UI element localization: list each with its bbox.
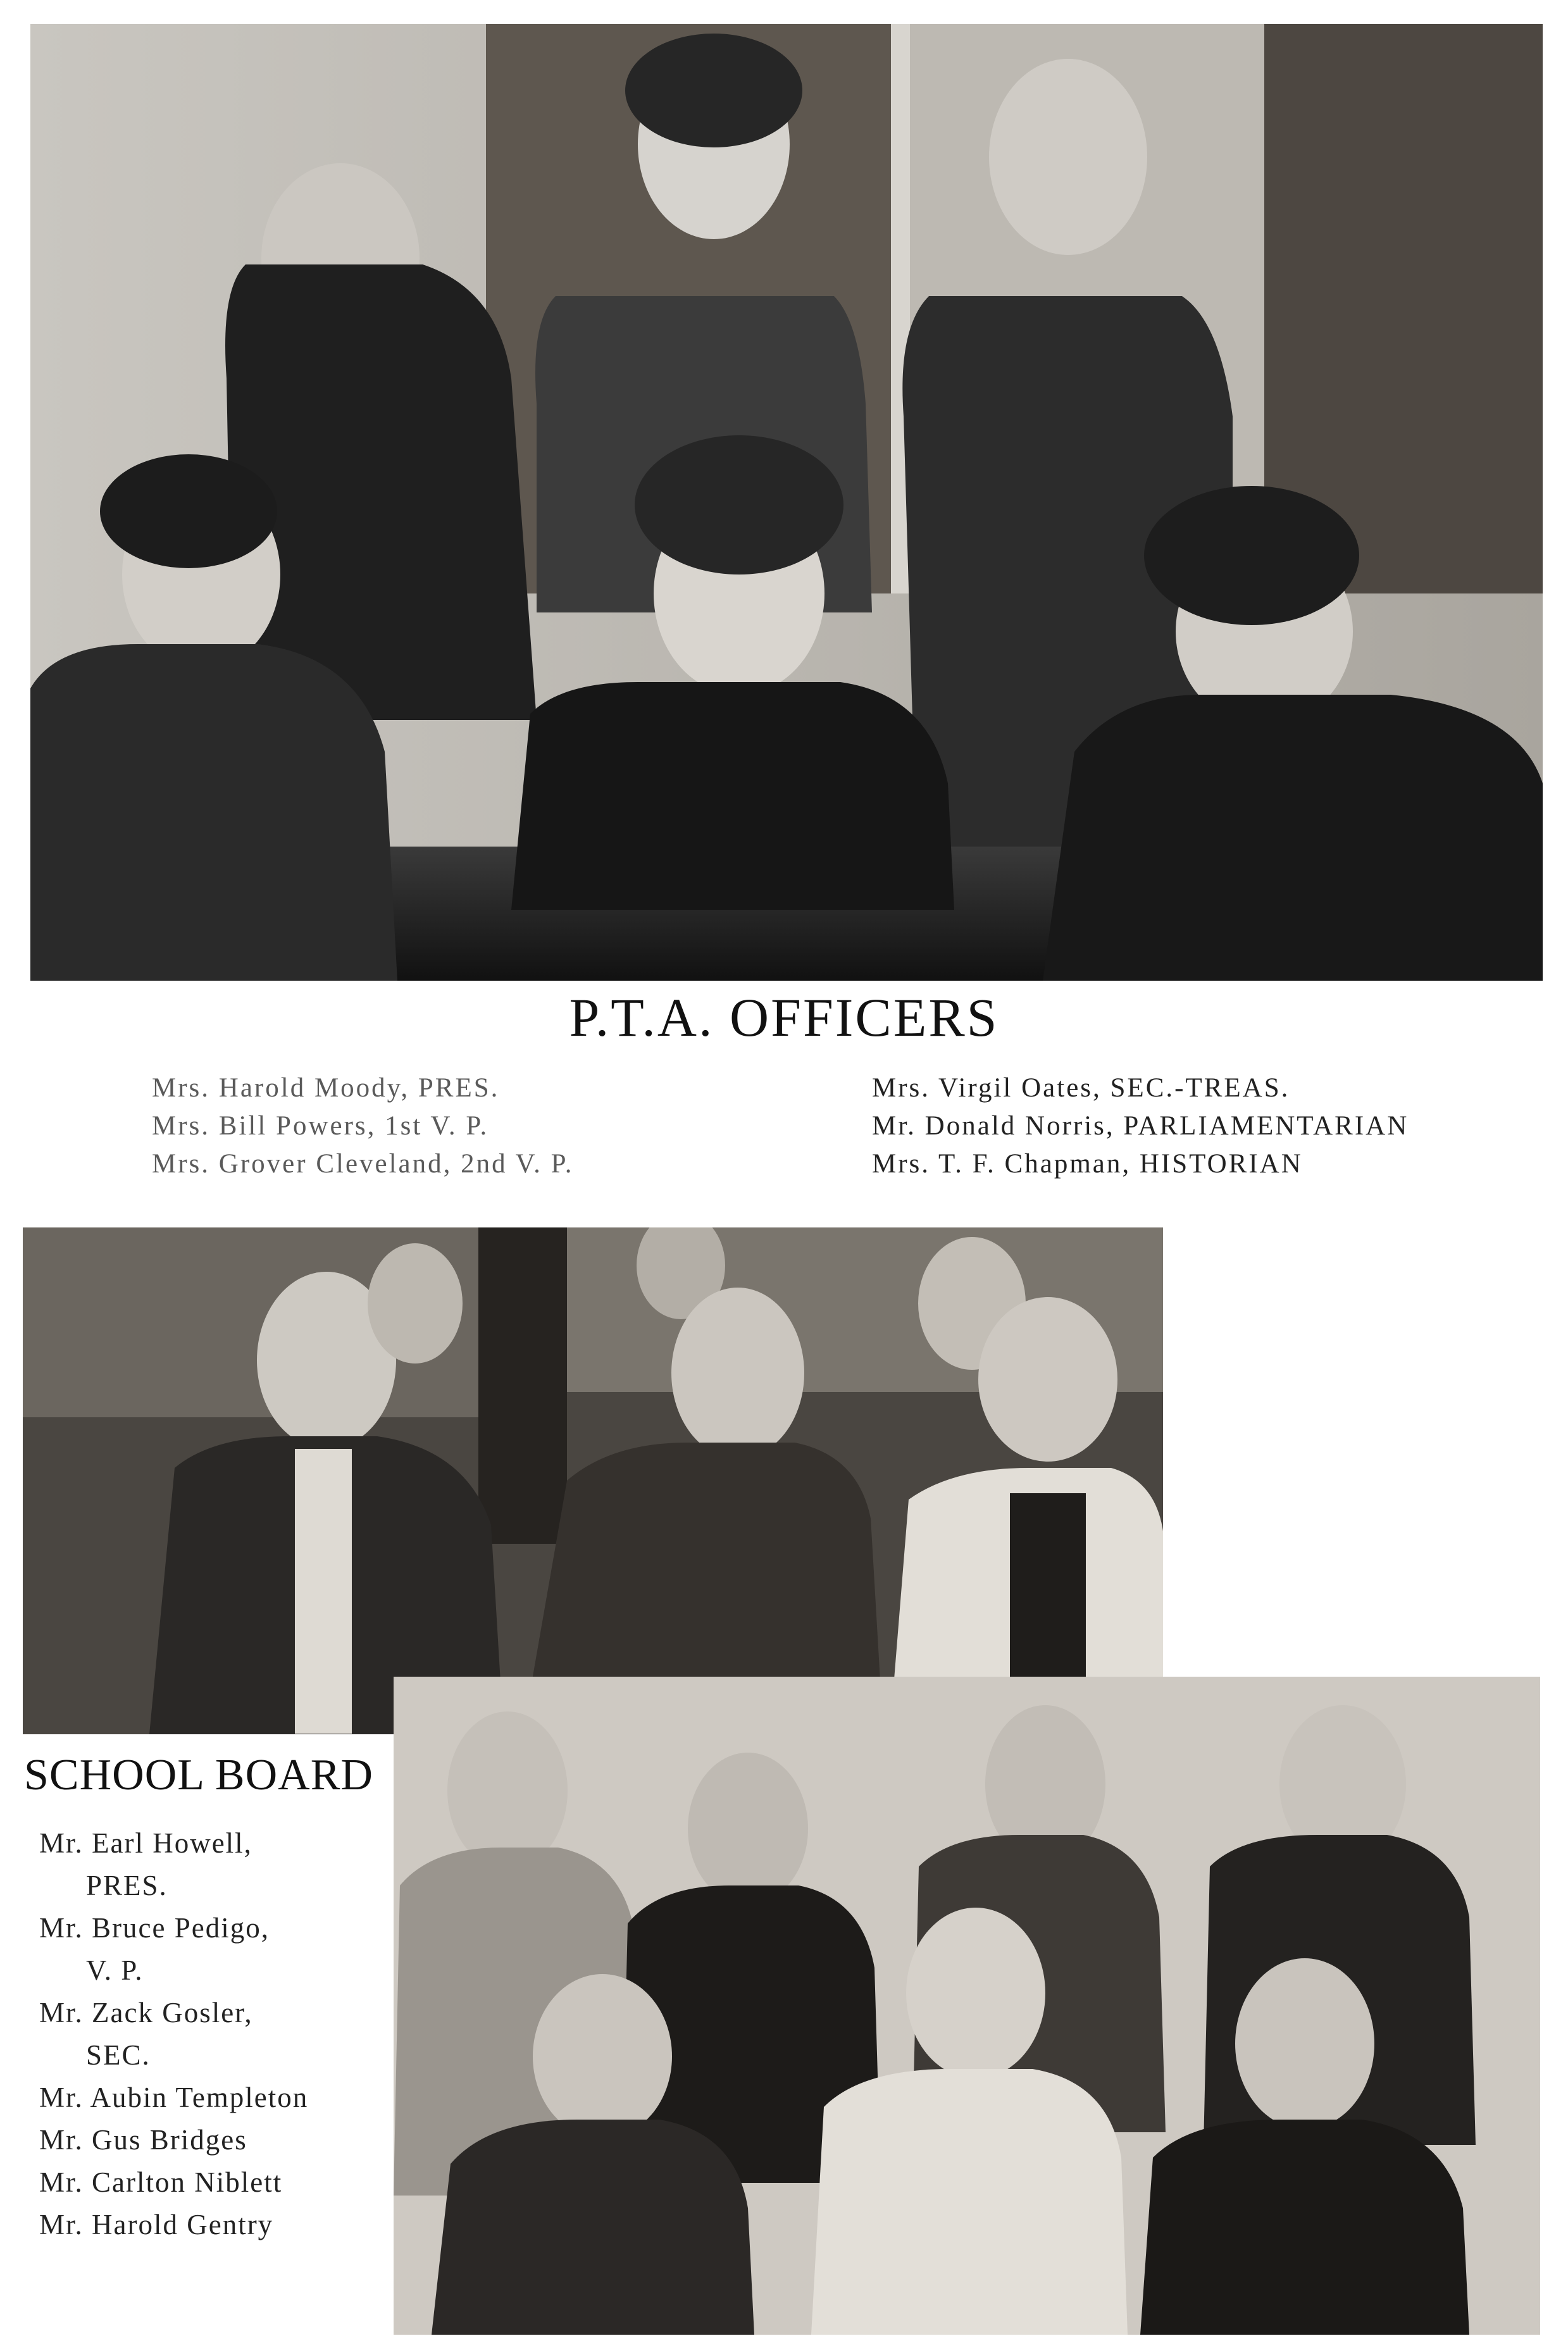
pta-officers-photo — [30, 24, 1543, 981]
pta-officers-list-left — [152, 1069, 574, 1183]
school-board-photo-seated — [23, 1227, 1163, 1734]
board-member-entry: Mr. Gus Bridges — [39, 2124, 247, 2156]
pta-officer-entry: Mrs. Harold Moody, PRES. — [152, 1073, 500, 1103]
school-board-heading: SCHOOL BOARD — [24, 1751, 373, 1799]
pta-officer-entry: Mrs. T. F. Chapman, HISTORIAN — [872, 1149, 1303, 1179]
board-photo-2-drawing — [394, 1677, 1540, 2335]
board-member-entry: Mr. Harold Gentry — [39, 2209, 274, 2240]
board-member-entry: Mr. Aubin Templeton — [39, 2082, 309, 2113]
pta-officer-entry: Mrs. Virgil Oates, SEC.-TREAS. — [872, 1073, 1290, 1103]
board-member-entry: Mr. Bruce Pedigo, — [39, 1912, 270, 1944]
board-member-entry: Mr. Earl Howell, — [39, 1827, 252, 1859]
pta-officer-entry: Mrs. Grover Cleveland, 2nd V. P. — [152, 1149, 574, 1179]
pta-officers-heading: P.T.A. OFFICERS — [569, 987, 999, 1048]
board-photo-1-drawing — [23, 1227, 1163, 1734]
board-member-entry: Mr. Carlton Niblett — [39, 2166, 283, 2198]
school-board-list — [39, 1822, 308, 2246]
pta-officer-entry: Mrs. Bill Powers, 1st V. P. — [152, 1111, 489, 1141]
board-member-title: SEC. — [86, 2039, 151, 2071]
board-member-entry: Mr. Zack Gosler, — [39, 1997, 253, 2028]
board-member-title: V. P. — [86, 1954, 144, 1986]
pta-officers-list-right — [872, 1069, 1409, 1183]
pta-photo-drawing — [30, 24, 1543, 981]
pta-officer-entry: Mr. Donald Norris, PARLIAMENTARIAN — [872, 1111, 1409, 1141]
board-member-title: PRES. — [86, 1870, 168, 1901]
school-board-photo-group — [394, 1677, 1540, 2335]
